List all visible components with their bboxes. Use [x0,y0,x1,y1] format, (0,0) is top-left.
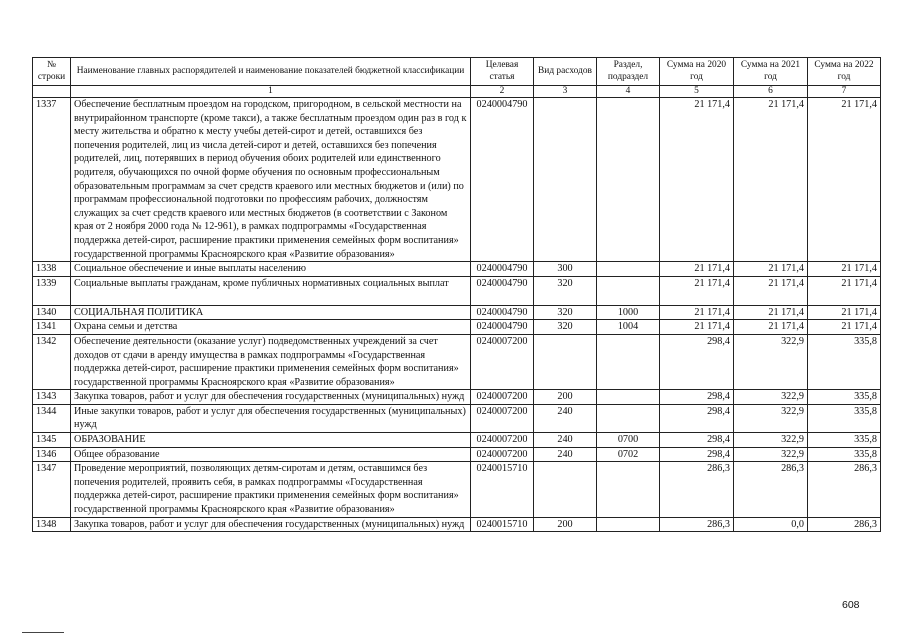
row-target-article: 0240004790 [471,262,534,277]
row-name: Закупка товаров, работ и услуг для обеспечения государственных (муниципальных) нужд [71,390,471,405]
row-name: Обеспечение бесплатным проездом на городском, пригородном, в сельской местности на внутрирайонном транспорте (кроме такси), а также бесплатным проездом один раз в год к месту жительства и обратно к месту учебы детей-сирот и детей, оставшихся без попечения родителей, лиц из числа детей-сирот и детей, оставшихся без попечения родителей, лиц, потерявших в период обучения обоих родителей или единственного родителя, обучающихся по очной форме обучения по основным профессиональным образовательным программам за счет средств краевого или местных бюджетов и (или) по программам профессиональной подготовки по профессиям рабочих, должностям служащих за счет средств краевого или местных бюджетов (в соответствии с Законом края от 2 ноября 2000 года № 12-961), в рамках подпрограммы «Государственная поддержка детей-сирот, расширение практики применения семейных форм воспитания» государственной программы Красноярского края «Развитие образования» [71,98,471,262]
header-expense-type: Вид расходов [534,58,597,86]
header-name: Наименование главных распорядителей и наименование показателей бюджетной классификации [71,58,471,86]
column-number: 1 [71,86,471,98]
table-row [33,262,881,277]
row-sum-2020: 298,4 [660,433,734,448]
row-section: 0700 [597,433,660,448]
header-section: Раздел, подраздел [597,58,660,86]
bottom-divider [22,632,64,633]
row-section [597,334,660,389]
row-sum-2021: 322,9 [734,390,808,405]
row-number: 1347 [33,462,71,517]
table-row [33,517,881,532]
row-expense-type [534,462,597,517]
row-section [597,262,660,277]
row-name: Общее образование [71,447,471,462]
row-sum-2022: 335,8 [808,433,881,448]
row-sum-2020: 286,3 [660,517,734,532]
row-name: ОБРАЗОВАНИЕ [71,433,471,448]
table-row [33,334,881,389]
row-number: 1337 [33,98,71,262]
row-sum-2020: 21 171,4 [660,320,734,335]
column-number: 2 [471,86,534,98]
row-number: 1342 [33,334,71,389]
row-section [597,98,660,262]
row-sum-2022: 21 171,4 [808,98,881,262]
row-name: Закупка товаров, работ и услуг для обеспечения государственных (муниципальных) нужд [71,517,471,532]
budget-table [32,57,881,532]
row-expense-type: 320 [534,305,597,320]
row-target-article: 0240007200 [471,433,534,448]
row-target-article: 0240007200 [471,334,534,389]
row-sum-2022: 335,8 [808,390,881,405]
row-sum-2021: 322,9 [734,433,808,448]
table-row [33,462,881,517]
row-sum-2022: 21 171,4 [808,276,881,305]
row-sum-2022: 286,3 [808,517,881,532]
header-sum-2021: Сумма на 2021 год [734,58,808,86]
table-row [33,447,881,462]
row-sum-2022: 21 171,4 [808,320,881,335]
row-expense-type [534,98,597,262]
row-sum-2022: 21 171,4 [808,262,881,277]
row-section [597,517,660,532]
row-number: 1346 [33,447,71,462]
header-sum-2020: Сумма на 2020 год [660,58,734,86]
row-expense-type: 240 [534,404,597,432]
table-row [33,433,881,448]
row-expense-type: 320 [534,320,597,335]
row-sum-2020: 21 171,4 [660,276,734,305]
row-sum-2020: 21 171,4 [660,305,734,320]
row-number: 1344 [33,404,71,432]
table-row [33,276,881,305]
row-target-article: 0240004790 [471,320,534,335]
row-sum-2020: 286,3 [660,462,734,517]
row-sum-2021: 322,9 [734,404,808,432]
row-sum-2022: 335,8 [808,447,881,462]
table-row [33,390,881,405]
row-sum-2021: 21 171,4 [734,276,808,305]
row-sum-2021: 0,0 [734,517,808,532]
table-row [33,404,881,432]
row-section: 1004 [597,320,660,335]
row-name: Социальные выплаты гражданам, кроме публичных нормативных социальных выплат [71,276,471,305]
column-number: 7 [808,86,881,98]
row-sum-2021: 21 171,4 [734,98,808,262]
row-name: Обеспечение деятельности (оказание услуг) подведомственных учреждений за счет доходов от сдачи в аренду имущества в рамках подпрограммы «Государственная поддержка детей-сирот, расширение практики применения семейных форм воспитания» государственной программы Красноярского края «Развитие образования» [71,334,471,389]
column-number: 3 [534,86,597,98]
row-section: 0702 [597,447,660,462]
row-sum-2022: 21 171,4 [808,305,881,320]
header-target-article: Целевая статья [471,58,534,86]
row-number: 1339 [33,276,71,305]
row-sum-2020: 298,4 [660,334,734,389]
row-sum-2021: 286,3 [734,462,808,517]
row-name: Охрана семьи и детства [71,320,471,335]
header-sum-2022: Сумма на 2022 год [808,58,881,86]
table-row [33,98,881,262]
column-number: 5 [660,86,734,98]
row-number: 1348 [33,517,71,532]
table-row [33,305,881,320]
row-sum-2020: 298,4 [660,404,734,432]
header-row [33,58,881,86]
row-expense-type: 200 [534,390,597,405]
row-sum-2022: 335,8 [808,334,881,389]
row-sum-2021: 21 171,4 [734,262,808,277]
row-name: СОЦИАЛЬНАЯ ПОЛИТИКА [71,305,471,320]
row-expense-type [534,334,597,389]
row-section [597,390,660,405]
row-sum-2021: 21 171,4 [734,305,808,320]
row-number: 1338 [33,262,71,277]
row-section [597,276,660,305]
row-expense-type: 240 [534,447,597,462]
row-target-article: 0240015710 [471,517,534,532]
row-number: 1345 [33,433,71,448]
table-row [33,320,881,335]
row-sum-2022: 286,3 [808,462,881,517]
row-sum-2022: 335,8 [808,404,881,432]
row-section [597,462,660,517]
row-expense-type: 300 [534,262,597,277]
row-target-article: 0240007200 [471,447,534,462]
page-number: 608 [842,599,860,611]
table-body [33,98,881,532]
row-name: Проведение мероприятий, позволяющих детям-сиротам и детям, оставшимся без попечения родителей, проявить себя, в рамках подпрограммы «Государственная поддержка детей-сирот, расширение практики применения семейных форм воспитания» государственной программы Красноярского края «Развитие образования» [71,462,471,517]
row-sum-2020: 21 171,4 [660,262,734,277]
column-number: 4 [597,86,660,98]
row-sum-2020: 298,4 [660,447,734,462]
header-row-number: № строки [33,58,71,86]
row-target-article: 0240007200 [471,390,534,405]
row-number: 1340 [33,305,71,320]
row-target-article: 0240004790 [471,98,534,262]
row-sum-2020: 21 171,4 [660,98,734,262]
row-number: 1343 [33,390,71,405]
row-expense-type: 240 [534,433,597,448]
column-number [33,86,71,98]
row-sum-2021: 322,9 [734,334,808,389]
row-sum-2020: 298,4 [660,390,734,405]
row-section [597,404,660,432]
row-section: 1000 [597,305,660,320]
row-sum-2021: 322,9 [734,447,808,462]
row-name: Иные закупки товаров, работ и услуг для обеспечения государственных (муниципальных) нужд [71,404,471,432]
column-number-row [33,86,881,98]
row-name: Социальное обеспечение и иные выплаты населению [71,262,471,277]
row-expense-type: 320 [534,276,597,305]
row-target-article: 0240015710 [471,462,534,517]
row-target-article: 0240004790 [471,276,534,305]
column-number: 6 [734,86,808,98]
row-number: 1341 [33,320,71,335]
row-expense-type: 200 [534,517,597,532]
row-sum-2021: 21 171,4 [734,320,808,335]
row-target-article: 0240004790 [471,305,534,320]
row-target-article: 0240007200 [471,404,534,432]
